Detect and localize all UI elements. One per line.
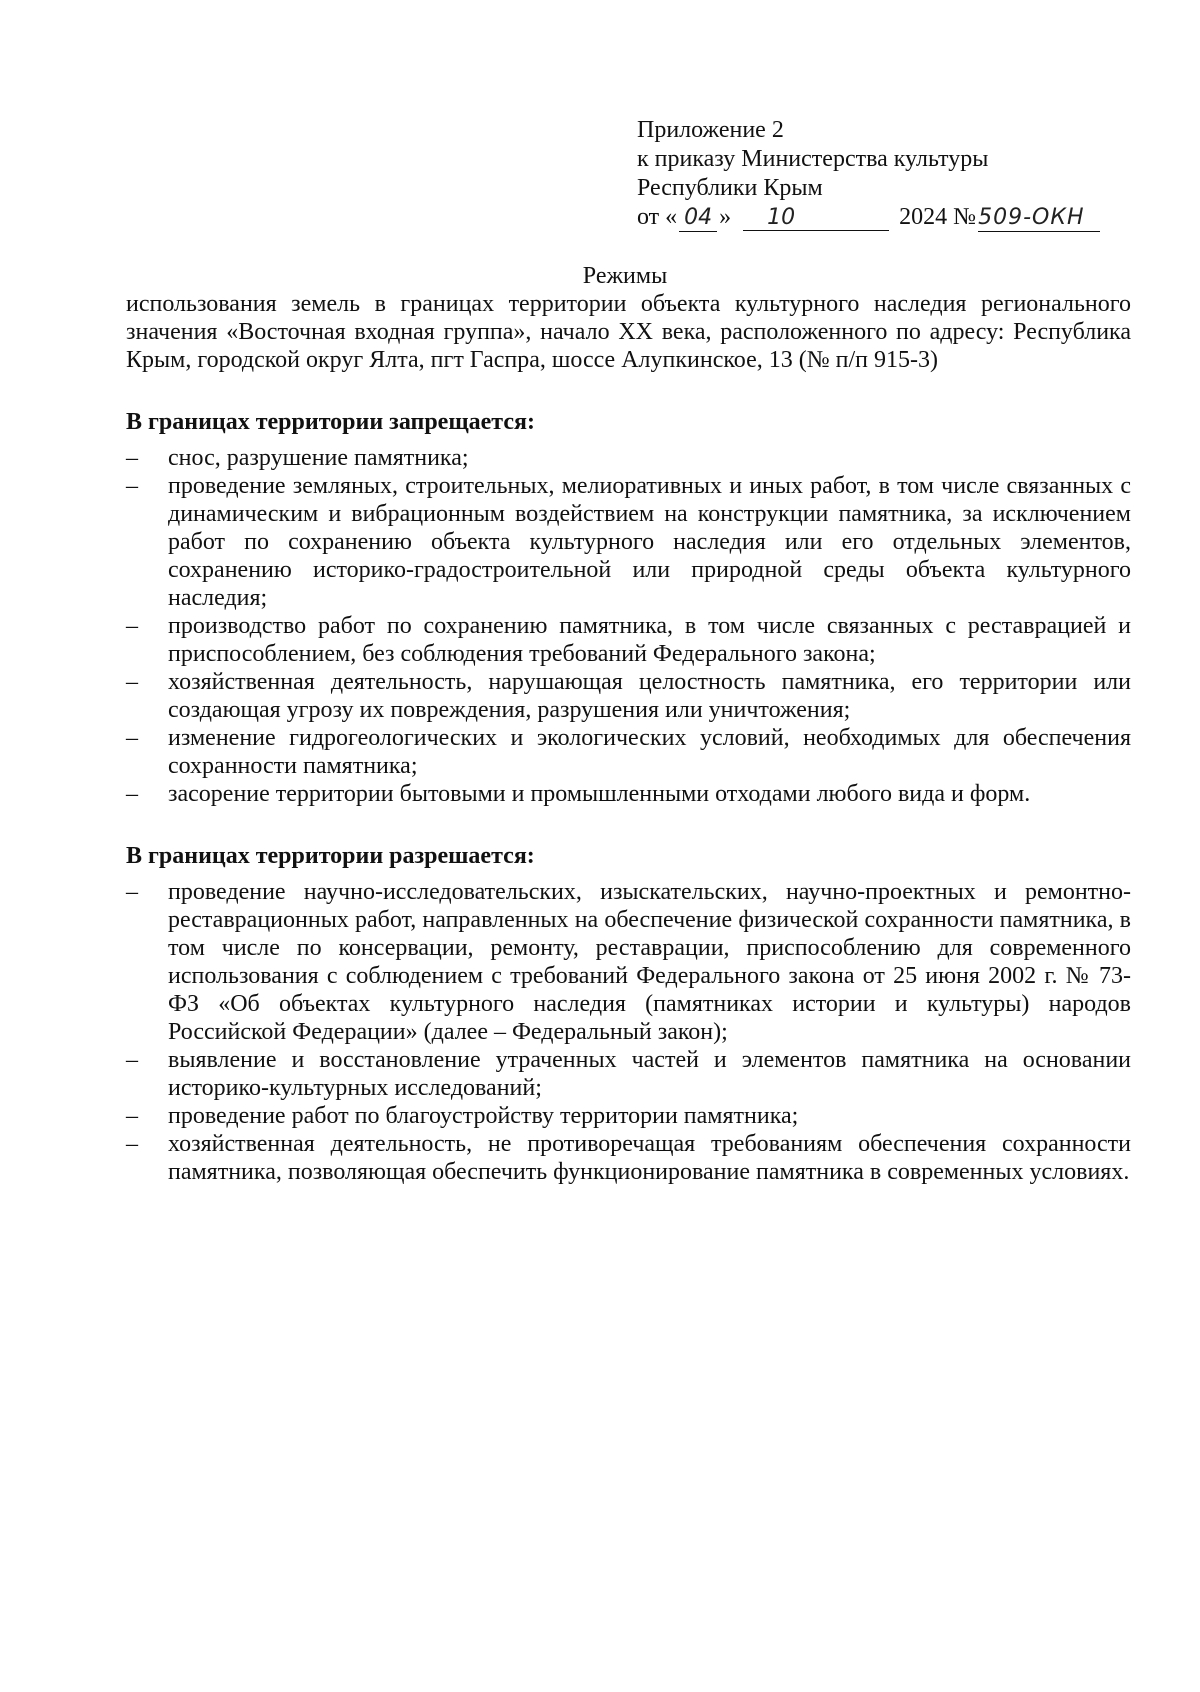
list-item-text: проведение научно-исследовательских, изыскательских, научно-проектных и ремонтно-реставрационных работ, направленных на обеспечение физической сохранности памятника, в том числе по консервации, ремонту, реставрации, приспособлению для современного использования с соблюдением с требований Федерального закона от 25 июня 2002 г. № 73-ФЗ «Об объектах культурного наследия (памятниках истории и культуры) народов Российской Федерации» (далее – Федеральный закон); [168,879,1131,1045]
list-item-text: хозяйственная деятельность, не противоречащая требованиям обеспечения сохранности памятника, позволяющая обеспечить функционирование памятника в современных условиях. [168,1131,1131,1185]
permitted-heading: В границах территории разрешается: [126,843,535,869]
appendix-line-1: Приложение 2 [637,117,784,143]
document-body [126,290,1131,1186]
permitted-list [126,878,1131,1186]
document-subtitle: использования земель в границах территории объекта культурного наследия регионального значения «Восточная входная группа», начало XX века, расположенного по адресу: Республика Крым, городской округ Ялта, пгт Гаспра, шоссе Алупкинское, 13 (№ п/п 915-3) [126,291,1131,373]
appendix-line-3: Республики Крым [637,175,823,201]
list-item [126,668,1131,724]
list-item-text: засорение территории бытовыми и промышленными отходами любого вида и форм. [168,781,1031,807]
list-item [126,780,1131,808]
handwritten-month: 10 [743,205,889,231]
list-item [126,1130,1131,1186]
dash-bullet: – [126,1131,138,1157]
document-title: Режимы [582,263,668,289]
order-date-line [637,203,1100,232]
list-item [126,1102,1131,1130]
dash-bullet: – [126,1047,138,1073]
list-item [126,1046,1131,1102]
dash-bullet: – [126,669,138,695]
handwritten-day: 04 [679,205,717,232]
appendix-line-2: к приказу Министерства культуры [637,146,989,172]
dash-bullet: – [126,879,138,905]
handwritten-order-number: 509-ОКН [978,205,1100,232]
list-item [126,472,1131,612]
dash-bullet: – [126,445,138,471]
list-item-text: выявление и восстановление утраченных частей и элементов памятника на основании историко-культурных исследований; [168,1047,1131,1101]
list-item-text: проведение земляных, строительных, мелиоративных и иных работ, в том числе связанных с динамическим и вибрационным воздействием на конструкции памятника, за исключением работ по сохранению объекта культурного наследия или его отдельных элементов, сохранению историко-градостроительной или природной среды объекта культурного наследия; [168,473,1131,611]
list-item [126,724,1131,780]
list-item [126,878,1131,1046]
date-prefix: от « [637,204,678,230]
list-item-text: снос, разрушение памятника; [168,445,469,471]
prohibited-heading: В границах территории запрещается: [126,409,535,435]
list-item-text: изменение гидрогеологических и экологических условий, необходимых для обеспечения сохранности памятника; [168,725,1131,779]
date-mid: » [719,204,732,230]
dash-bullet: – [126,473,138,499]
year-label: 2024 № [899,204,977,230]
list-item-text: производство работ по сохранению памятника, в том числе связанных с реставрацией и приспособлением, без соблюдения требований Федерального закона; [168,613,1131,667]
appendix-header [637,116,1100,232]
list-item [126,612,1131,668]
dash-bullet: – [126,725,138,751]
dash-bullet: – [126,613,138,639]
dash-bullet: – [126,1103,138,1129]
dash-bullet: – [126,781,138,807]
list-item-text: проведение работ по благоустройству территории памятника; [168,1103,799,1129]
prohibited-list [126,444,1131,808]
list-item [126,444,1131,472]
list-item-text: хозяйственная деятельность, нарушающая целостность памятника, его территории или создающая угрозу их повреждения, разрушения или уничтожения; [168,669,1131,723]
